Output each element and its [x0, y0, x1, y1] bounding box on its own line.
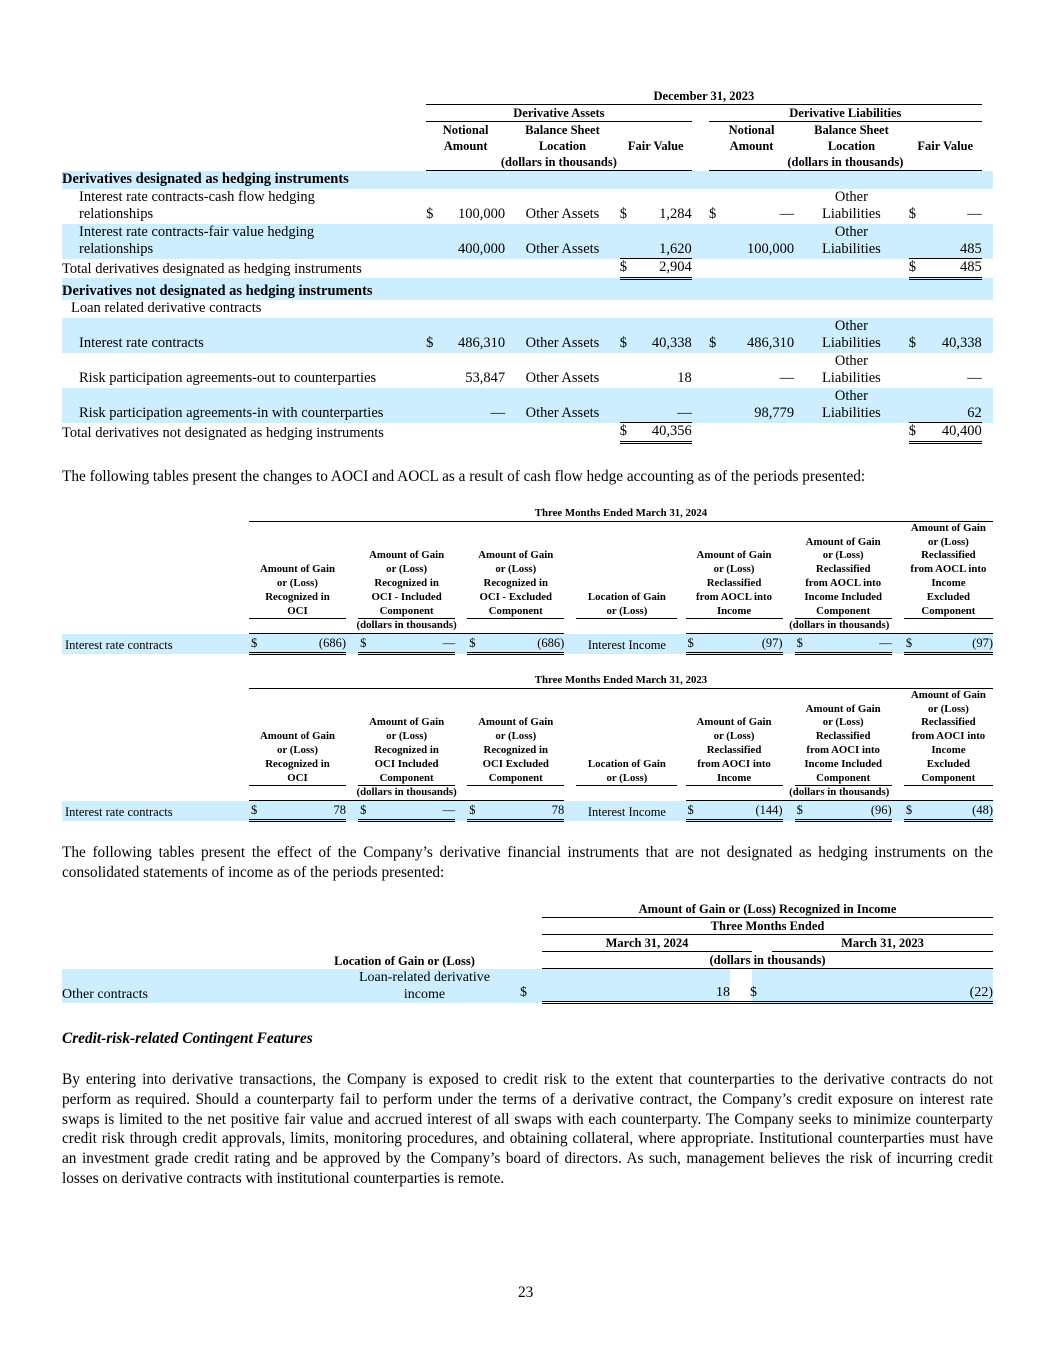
header-line: Income [931, 743, 966, 756]
header-line: Component [816, 604, 871, 617]
header-line: OCI Excluded [482, 757, 549, 770]
document-page [62, 0, 993, 1365]
units-label: (dollars in thousands) [249, 619, 564, 634]
header-line: Component [921, 771, 976, 784]
fair-value-header: Fair Value [627, 139, 684, 153]
col-header [249, 521, 346, 619]
header-line: Reclassified [706, 743, 762, 756]
header-line: Amount of Gain [910, 521, 986, 534]
row-label: Other contracts [62, 986, 148, 1002]
header-line: Income Included [804, 757, 883, 770]
col-header [467, 688, 564, 786]
col-header [795, 688, 892, 786]
section-heading-credit-risk: Credit-risk-related Contingent Features [62, 1030, 313, 1047]
header-line: Amount of Gain [259, 730, 335, 743]
balance-sheet-location-header: Balance Sheet Location [525, 123, 600, 153]
header-line: or (Loss) [606, 604, 648, 617]
total-label: Total derivatives designated as hedging instruments [62, 260, 362, 277]
header-line: Recognized in [483, 576, 548, 589]
units-label: (dollars in thousands) [709, 154, 982, 171]
header-line: OCI Included [374, 757, 439, 770]
header-line: Excluded [926, 757, 970, 770]
units-label: (dollars in thousands) [426, 154, 692, 171]
header-line: Income [931, 576, 966, 589]
header-line: Component [379, 604, 434, 617]
header-line: Recognized in [265, 590, 330, 603]
header-line: or (Loss) [713, 730, 755, 743]
header-line: Component [488, 771, 543, 784]
period-header: December 31, 2023 [426, 88, 982, 105]
header-line: Amount of Gain [369, 549, 445, 562]
aoci-table-2024: Three Months Ended March 31, 2024 Amount of Gain or (Loss) Recognized in OCI Amount of Gain or (Loss) Recognized in OCI - Included Component Amount of Gain or (Loss) Recognized in OCI - Excluded Component Location of Gain or (Loss) Amount of Gain or (Loss) Reclassified from AOCL into Income Amount of Gain or (Loss) Reclassified from AOCL into Income Included Component Amount of Gain or (Loss) Reclassified from AOCL into Income Excluded Component (dollars in thousands) (dollars in thousands) Interest rate contracts $ (686) $ — $ (686) Interest Income $ (97) $ — $ (97) [62, 507, 993, 655]
derivative-assets-header: Derivative Assets [426, 105, 692, 122]
aoci-table-2023: Three Months Ended March 31, 2023 Amount of Gain or (Loss) Recognized in OCI Amount of Gain or (Loss) Recognized in OCI Included Component Amount of Gain or (Loss) Recognized in OCI Excluded Component Location of Gain or (Loss) Amount of Gain or (Loss) Reclassified from AOCI into Income Amount of Gain or (Loss) Reclassified from AOCI into Income Included Component Amount of Gain or (Loss) Reclassified from AOCI into Income Excluded Component (dollars in thousands) (dollars in thousands) Interest rate contracts $ 78 $ — $ 78 Interest Income $ (144) $ (96) $ (48) [62, 674, 993, 822]
col-header [358, 521, 455, 619]
header-line: from AOCL into [910, 563, 987, 576]
header-line: Amount of Gain [259, 563, 335, 576]
col-header [249, 688, 346, 786]
header-line: Amount of Gain [478, 716, 554, 729]
col-header [467, 521, 564, 619]
header-line: Recognized in [483, 743, 548, 756]
period-header: Three Months Ended March 31, 2024 [249, 507, 993, 521]
income-header: Amount of Gain or (Loss) Recognized in Income [542, 901, 993, 918]
location-header: Location of Gain or (Loss) [334, 953, 475, 968]
header-line: from AOCI into [806, 743, 880, 756]
paragraph-non-hedging: The following tables present the effect of the Company’s derivative financial instruments that are not designated as hedging instruments on the consolidated statements of income as of the periods presented: [62, 844, 993, 881]
header-line: or (Loss) [277, 576, 318, 589]
col-header [686, 688, 783, 786]
liab-balance-sheet-location-header: Balance Sheet Location [814, 123, 889, 153]
header-line: Amount of Gain [369, 716, 445, 729]
header-line: Amount of Gain [696, 549, 772, 562]
header-line: OCI - Included [371, 590, 442, 603]
header-line: Location of Gain [587, 757, 666, 770]
header-line: or (Loss) [822, 716, 864, 729]
header-line: from AOCI into [911, 730, 986, 743]
col-header [576, 688, 677, 786]
header-line: Amount of Gain [696, 716, 772, 729]
units-label: (dollars in thousands) [709, 953, 826, 967]
header-line: from AOCL into [696, 590, 773, 603]
header-line: Amount of Gain [805, 535, 881, 548]
row-label: Risk participation agreements-in with counterparties [79, 405, 384, 421]
income-effect-table: Amount of Gain or (Loss) Recognized in Income Three Months Ended March 31, 2024 March 31, 2023 Location of Gain or (Loss) (dollars in thousands) Other contracts Loan-related derivative income $ 18 $ (22) [62, 902, 993, 1002]
col-header [358, 688, 455, 786]
page-number: 23 [518, 1284, 534, 1301]
header-line: from AOCI into [697, 757, 771, 770]
col-header [576, 521, 677, 619]
header-line: Reclassified [706, 576, 762, 589]
header-line: or (Loss) [927, 535, 969, 548]
row-label: Interest rate contracts [65, 637, 173, 652]
units-label: (dollars in thousands) [686, 786, 993, 801]
header-line: OCI - Excluded [479, 590, 553, 603]
header-line: Component [816, 771, 871, 784]
liab-fair-value-header: Fair Value [917, 139, 974, 153]
liab-notional-header: Notional Amount [728, 123, 775, 153]
units-label: (dollars in thousands) [686, 619, 993, 634]
header-line: Recognized in [265, 757, 330, 770]
header-line: Income Included [804, 590, 883, 603]
header-line: Component [379, 771, 434, 784]
header-line: Component [488, 604, 543, 617]
header-line: Component [921, 604, 976, 617]
header-line: Amount of Gain [478, 549, 554, 562]
section-heading: Derivatives not designated as hedging instruments [62, 282, 373, 299]
subsection-label: Loan related derivative contracts [71, 300, 262, 316]
derivative-liabilities-header: Derivative Liabilities [709, 105, 982, 122]
row-label: Interest rate contracts [65, 804, 173, 819]
row-label: Interest rate contracts [79, 335, 204, 351]
header-line: or (Loss) [822, 549, 864, 562]
col-header [795, 521, 892, 619]
header-line: Income [716, 604, 752, 617]
header-line: Excluded [926, 590, 970, 603]
header-line: or (Loss) [495, 730, 537, 743]
row-label: Risk participation agreements-out to counterparties [79, 370, 377, 386]
header-line: Amount of Gain [910, 688, 986, 701]
header-line: or (Loss) [495, 563, 537, 576]
header-line: or (Loss) [606, 771, 648, 784]
col-header [686, 521, 783, 619]
header-line: or (Loss) [386, 563, 428, 576]
header-line: or (Loss) [386, 730, 428, 743]
col-2023-header: March 31, 2023 [772, 935, 993, 952]
paragraph-credit-risk: By entering into derivative transactions, the Company is exposed to credit risk to the extent that counterparties to the derivative contracts do not perform as required. Should a counterparty fail to perform under the terms of a derivative contract, the Company’s credit exposure on interest rate swaps is limited to the net positive fair value and accrued interest of all swaps with each counterparty. The Company seeks to minimize counterparty credit risk through credit approvals, limits, monitoring procedures, and obtaining collateral, where appropriate. Institutional counterparties must have an investment grade credit rating and be approved by the Company’s board of directors. As such, management believes the risk of incurring credit losses on derivative contracts with institutional counterparties is remote. [62, 1071, 993, 1187]
notional-header: Notional Amount [442, 123, 489, 153]
paragraph-aoci: The following tables present the changes to AOCI and AOCL as a result of cash flow hedge accounting as of the periods presented: [62, 468, 866, 485]
section-heading: Derivatives designated as hedging instruments [62, 171, 349, 187]
header-line: Recognized in [374, 743, 439, 756]
derivatives-fair-value-table: December 31, 2023 Derivative Assets Derivative Liabilities Notional Amount Balance Sheet Location Fair Value Notional Amount Balance Sheet Location Fair Value (dollars in thousands) (dollars in thousands) Derivatives designated as hedging instruments Interest rate contracts-cash flow hedging relationships $ 100,000 Other Assets $ 1,284 $ — Other Liabilities $ — Interest rate contracts-fair value hedging relationships 400,000 Other Assets 1,620 100,000 Other Liabilities 485 Total derivatives designated as hedging instruments $ 2,904 $ 485 Derivatives not designated as hedging instruments Loan related derivative contracts Interest rate contracts $ 486,310 Other Assets $ 40,338 $ 486,310 Other Liabilities $ 40,338 Risk participation agreements-out to counterparties 53,847 Other Assets 18 — Other Liabilities — Risk participation agreements-in with counterparties — Other Assets — 98,779 Other Liabilities 62 Total derivatives not designated as hedging instruments $ 40,356 $ 40,400 [62, 88, 993, 444]
period-header: Three Months Ended March 31, 2023 [249, 674, 993, 688]
col-header [904, 521, 993, 619]
header-line: Recognized in [374, 576, 439, 589]
header-line: Reclassified [815, 730, 871, 743]
header-line: or (Loss) [713, 563, 755, 576]
header-line: Reclassified [921, 549, 976, 562]
col-header [904, 688, 993, 786]
header-line: OCI [287, 604, 308, 617]
header-line: Location of Gain [587, 590, 666, 603]
row-label: Interest rate contracts-cash flow hedging relationships [79, 188, 315, 222]
header-line: Reclassified [921, 716, 976, 729]
col-2024-header: March 31, 2024 [542, 935, 752, 952]
header-line: or (Loss) [277, 743, 318, 756]
header-line: OCI [287, 771, 308, 784]
header-line: Income [716, 771, 752, 784]
header-line: or (Loss) [927, 702, 969, 715]
header-line: Amount of Gain [805, 702, 881, 715]
units-label: (dollars in thousands) [249, 786, 564, 801]
total-label: Total derivatives not designated as hedging instruments [62, 424, 384, 441]
three-months-header: Three Months Ended [542, 918, 993, 935]
header-line: Reclassified [815, 563, 871, 576]
row-label: Interest rate contracts-fair value hedging relationships [79, 223, 315, 257]
header-line: from AOCL into [805, 576, 882, 589]
